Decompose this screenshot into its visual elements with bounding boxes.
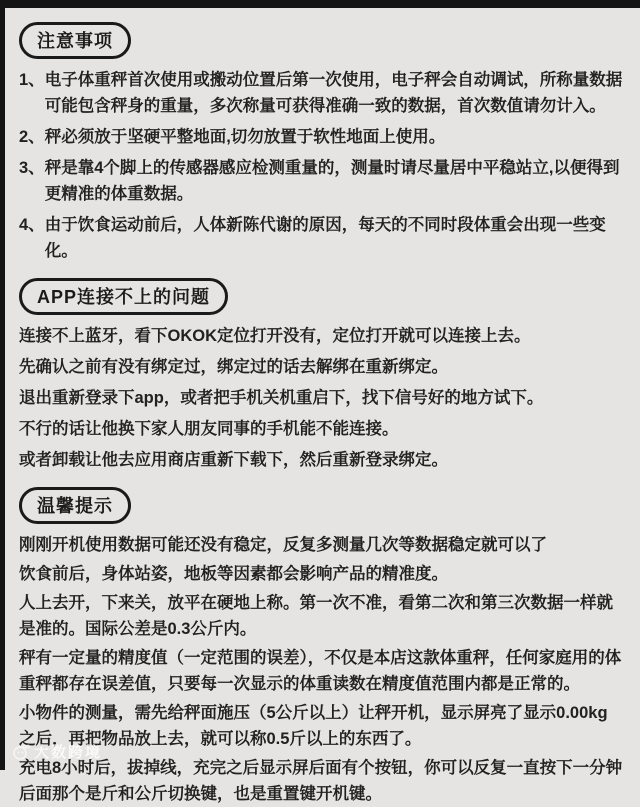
- app-connection-section: [19, 278, 624, 473]
- warm-tip-para-2: 饮食前后，身体站姿，地板等因素都会影响产品的精准度。: [19, 565, 448, 583]
- warm-tip-para-5: 小物件的测量，需先给秤面施压（5公斤以上）让秤开机，显示屏亮了显示0.00kg之后，再把物品放上去，就可以称0.5斤以上的东西了。: [19, 704, 608, 748]
- app-tip-line-4: 不行的话让他换下家人朋友同事的手机能不能连接。: [19, 420, 399, 438]
- notice-item-3: [19, 155, 624, 207]
- item-text: 秤是靠4个脚上的传感器感应检测重量的，测量时请尽量居中平稳站立,以便得到更精准的体重数据。: [44, 159, 620, 203]
- watermark: [12, 741, 102, 762]
- warm-tip-para-4: 秤有一定量的精度值（一定范围的误差），不仅是本店这款体重秤，任何家庭用的体重秤都存在误差值，只要每一次显示的体重读数在精度值范围内都是正常的。: [19, 649, 622, 693]
- section-title-badge-app: APP连接不上的问题: [19, 278, 228, 315]
- notice-item-1: [19, 67, 624, 119]
- item-number: 1、: [19, 71, 45, 89]
- app-tip-line-2: 先确认之前有没有绑定过，绑定过的话去解绑在重新绑定。: [19, 358, 448, 376]
- warm-tip-para-3: 人上去开，下来关，放平在硬地上称。第一次不准，看第二次和第三次数据一样就是准的。国际公差是0.3公斤内。: [19, 594, 613, 638]
- watermark-text: 大数跨境: [34, 744, 103, 761]
- warm-tips-section: [19, 487, 624, 807]
- item-number: 3、: [19, 159, 45, 177]
- section-title-badge-tips: 温馨提示: [19, 487, 131, 524]
- notice-item-2: [19, 124, 624, 150]
- item-text: 电子体重秤首次使用或搬动位置后第一次使用，电子秤会自动调试，所称量数据可能包含秤身的重量，多次称量可获得准确一致的数据，首次数值请勿计入。: [44, 71, 623, 115]
- app-tip-line-3: 退出重新登录下app，或者把手机关机重启下，找下信号好的地方试下。: [19, 389, 544, 407]
- warm-tip-para-1: 刚刚开机使用数据可能还没有稳定，反复多测量几次等数据稳定就可以了: [19, 536, 547, 554]
- item-number: 2、: [19, 128, 45, 146]
- notice-item-4: [19, 212, 624, 264]
- photo-frame-top-border: [0, 0, 640, 8]
- notice-section: [19, 22, 624, 264]
- item-text: 由于饮食运动前后，人体新陈代谢的原因，每天的不同时段体重会出现一些变化。: [44, 216, 606, 260]
- watermark-mascot-icon: [12, 743, 30, 761]
- warm-tip-para-6: 充电8小时后，拔掉线，充完之后显示屏后面有个按钮，你可以反复一直按下一分钟后面那个是斤和公斤切换键，也是重置键开机键。: [19, 759, 623, 803]
- app-tip-line-1: 连接不上蓝牙，看下OKOK定位打开没有，定位打开就可以连接上去。: [19, 327, 531, 345]
- item-text: 秤必须放于坚硬平整地面,切勿放置于软性地面上使用。: [44, 128, 446, 146]
- item-number: 4、: [19, 216, 45, 234]
- instruction-card: [5, 8, 640, 803]
- section-title-badge-notice: 注意事项: [19, 22, 131, 59]
- app-tip-line-5: 或者卸载让他去应用商店重新下载下，然后重新登录绑定。: [19, 451, 448, 469]
